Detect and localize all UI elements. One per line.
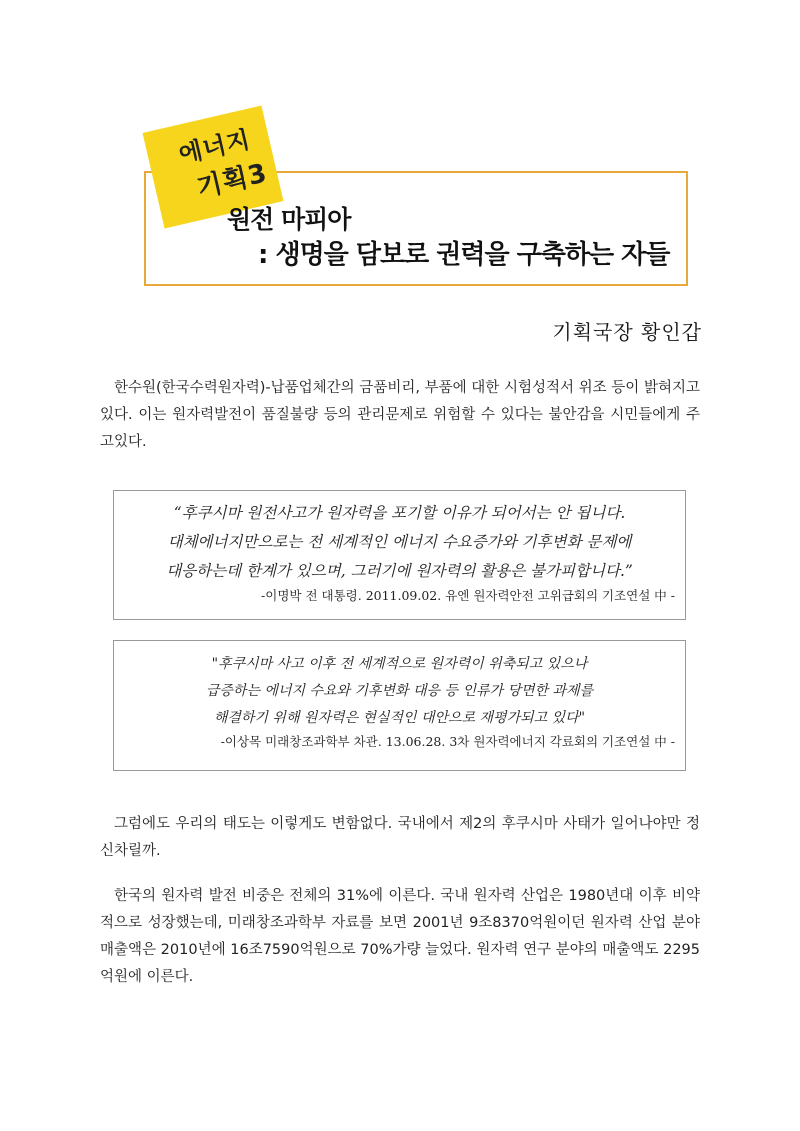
article-title: 원전 마피아 xyxy=(227,205,351,234)
quote-source: -이명박 전 대통령. 2011.09.02. 유엔 원자력안전 고위급회의 기조연설 中 - xyxy=(261,588,675,603)
author-byline: 기획국장 황인갑 xyxy=(552,320,702,344)
article-subtitle: : 생명을 담보로 권력을 구축하는 자들 xyxy=(258,240,670,270)
quote-box xyxy=(113,490,686,620)
paragraph-body: 그럼에도 우리의 태도는 이렇게도 변함없다. 국내에서 제2의 후쿠시마 사태가 일어나야만 정신차릴까. xyxy=(100,816,700,859)
quote-box xyxy=(113,640,686,771)
quote-line: 급증하는 에너지 수요와 기후변화 대응 등 인류가 당면한 과제를 xyxy=(205,683,594,699)
series-tag-label: 에너지 xyxy=(176,125,254,169)
paragraph-body: 한국의 원자력 발전 비중은 전체의 31%에 이른다. 국내 원자력 산업은 1980년대 이후 비약적으로 성장했는데, 미래창조과학부 자료를 보면 2001년 9조8370억원이던 원자력 산업 분야 매출액은 2010년에 16조7590억원으로 70%가량 늘었다. 원자력 연구 분야의 매출액도 2295억원에 이른다. xyxy=(100,888,700,985)
quote-line: 대체에너지만으로는 전 세계적인 에너지 수요증가와 기후변화 문제에 xyxy=(167,533,632,551)
quote-source: -이상목 미래창조과학부 차관. 13.06.28. 3차 원자력에너지 각료회의 기조연설 中 - xyxy=(220,734,675,749)
quote-line: 해결하기 위해 원자력은 현실적인 대안으로 재평가되고 있다" xyxy=(213,710,586,726)
quote-text xyxy=(114,491,685,586)
paragraph-intro: 한수원(한국수력원자력)-납품업체간의 금품비리, 부품에 대한 시험성적서 위조 등이 밝혀지고 있다. 이는 원자력발전이 품질불량 등의 관리문제로 위험할 수 있다는 불안감을 시민들에게 주고있다. xyxy=(100,380,700,450)
quote-line: "후쿠시마 사고 이후 전 세계적으로 원자력이 위축되고 있으나 xyxy=(211,656,588,672)
quote-text xyxy=(114,641,685,732)
quote-line: “후쿠시마 원전사고가 원자력을 포기할 이유가 되어서는 안 됩니다. xyxy=(173,504,626,522)
quote-line: 대응하는데 한계가 있으며, 그러기에 원자력의 활용은 불가피합니다.” xyxy=(166,562,633,580)
series-tag-number: 기획3 xyxy=(194,158,271,204)
